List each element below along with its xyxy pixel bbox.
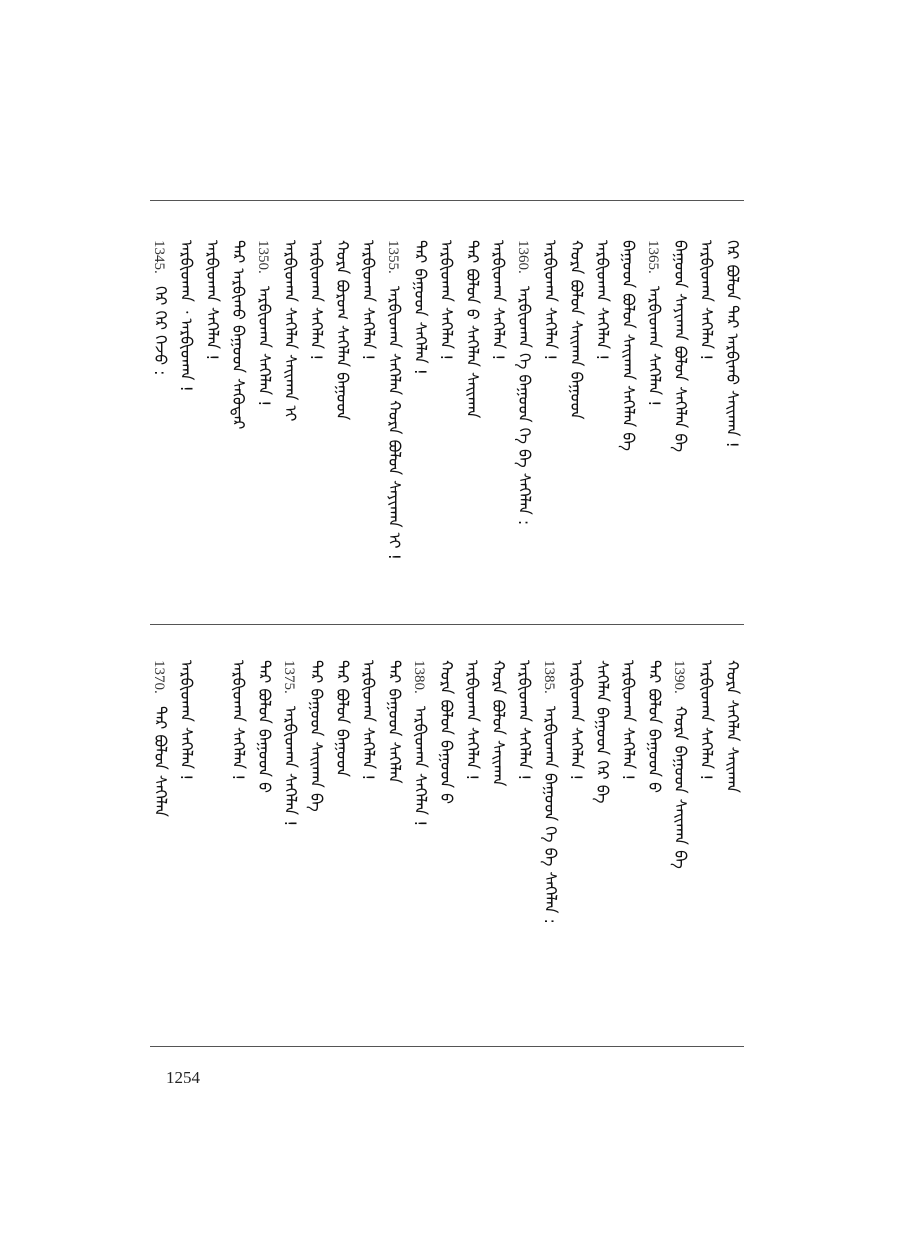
verse-column	[512, 660, 536, 1040]
verse-number: 1380.	[411, 660, 427, 694]
verse-line: ᠬᠤᠷᠠ ᠪᠣᠯᠤᠨ ᠪᠠᠭᠤᠳ ᠪ	[437, 660, 456, 805]
verse-line: ᠠᠷᠪᠢᠳᠬᠠ ᠰᠡᠬᠡᠯᠡᠨ ᠰᠠᠢᠬᠠᠨ ᠢ	[281, 240, 300, 422]
verse-column	[252, 660, 276, 1040]
top-rule	[150, 200, 744, 201]
verse-column	[720, 240, 744, 620]
verse-column	[330, 660, 354, 1040]
verse-line: ᠲᠡᠷ ᠪᠣᠯᠤᠨ ᠪᠠᠭᠤᠳ ᠪ	[255, 660, 274, 793]
verse-line: ᠲᠡᠷ ᠠᠷᠪᠢᠬᠤ ᠪᠠᠭᠤᠳ ᠰᠡᠭᠦᠳᠡᠷ	[229, 240, 248, 430]
verse-column	[252, 240, 276, 620]
verse-line: ᠠᠷᠪᠢᠳᠬᠠ ᠰᠡᠬᠡᠯᠡᠨ !	[437, 240, 456, 361]
verse-column	[356, 660, 380, 1040]
verse-number: 1355.	[385, 240, 401, 274]
verse-number: 1370.	[151, 660, 167, 694]
verse-column	[382, 240, 406, 620]
verse-column	[434, 240, 458, 620]
verse-column	[434, 660, 458, 1040]
verse-line: ᠠᠷᠪᠢᠳᠬᠠ ᠪᠠᠭᠤᠳ ᠬᠡ ᠪᠠ ᠰᠡᠬᠡᠯᠡᠨ :	[541, 706, 560, 924]
verse-column	[226, 660, 250, 1040]
verse-line: ᠠᠷᠪᠢᠳᠬᠠ ᠰᠡᠬᠡᠯᠡᠨ !	[359, 240, 378, 361]
verse-line: ᠠᠷᠪᠢᠳᠬᠠ ᠰᠡᠬᠡᠯᠡᠨ !	[463, 660, 482, 781]
verse-line: ᠠᠷᠪᠢᠳᠬᠠ ᠰᠡᠬᠡᠯᠡᠨ !	[229, 660, 248, 781]
verse-line: ᠠᠷᠪᠢᠳᠬᠠ ᠰᠡᠬᠡᠯᠡᠨ !	[541, 240, 560, 361]
verse-number: 1390.	[671, 660, 687, 694]
verse-line: ᠠᠷᠪᠢᠳᠬᠠ ᠰᠡᠬᠡᠯᠡᠨ !	[255, 286, 274, 407]
verse-line: ᠠᠷᠪᠢᠳᠬᠠ ᠰᠡᠬᠡᠯᠡᠨ !	[697, 660, 716, 781]
verse-line: ᠲᠡᠷ ᠪᠣᠯᠤᠨ ᠪᠠᠭᠤᠳ ᠪ	[645, 660, 664, 793]
verse-column	[642, 660, 666, 1040]
verse-column	[668, 660, 692, 1040]
verse-number: 1345.	[151, 240, 167, 274]
verse-column	[616, 660, 640, 1040]
verse-line: ᠠᠷᠪᠢᠳᠬᠠ ᠰᠡᠬᠡᠯᠡᠨ !	[281, 706, 300, 827]
verse-line: ᠲᠡᠷ ᠪᠠᠭᠤᠳ ᠰᠡᠬᠡᠯᠡᠨ !	[411, 240, 430, 376]
verse-line: ᠲᠡᠷ ᠪᠣᠯᠤᠨ ᠪ ᠰᠡᠬᠡᠯᠡᠨ ᠰᠠᠢᠬᠠᠨ	[463, 240, 482, 419]
verse-column	[720, 660, 744, 1040]
verse-column	[200, 240, 224, 620]
verse-line: ᠲᠡᠷ ᠪᠠᠭᠤᠳ ᠰᠠᠢᠬᠠᠨ ᠪᠠ	[307, 660, 326, 812]
top-verse-block	[148, 240, 748, 620]
verse-line: ᠲᠡᠷ ᠪᠣᠯᠤᠨ ᠪᠠᠭᠤᠳ	[333, 660, 352, 777]
verse-line: ᠲᠡᠷ ᠪᠣᠯᠤᠨ ᠰᠡᠬᠡᠯᠡᠨ	[151, 706, 170, 817]
verse-line: ᠪᠠᠭᠤᠳ ᠰᠠᠶᠢᠬᠠᠨ ᠪᠣᠯᠤᠨ ᠰᠡᠬᠡᠯᠡᠨ ᠪᠠ	[671, 240, 690, 453]
verse-line: ᠠᠷᠪᠢᠳᠬᠠ ᠰᠡᠬᠡᠯᠡᠨ ᠬᠤᠷᠠ ᠪᠣᠯᠤᠨ ᠰᠠᠶᠢᠬᠠᠨ ᠢ !	[385, 286, 404, 561]
verse-column	[382, 660, 406, 1040]
verse-column	[512, 240, 536, 620]
verse-line: ᠬᠡᠷ ᠪᠣᠯᠤᠨ ᠲᠡᠷ ᠠᠷᠪᠢᠬᠤ ᠰᠠᠢᠬᠠᠨ !	[723, 240, 742, 448]
verse-line: ᠬᠤᠷᠠ ᠪᠤᠷᠤᠭ ᠰᠡᠬᠡᠯᠡᠨ ᠪᠠᠭᠤᠳ	[333, 240, 352, 421]
verse-line: ᠬᠤᠷᠠ ᠪᠣᠯᠤᠨ ᠰᠠᠢᠬᠠᠨ	[489, 660, 508, 787]
verse-column	[330, 240, 354, 620]
verse-column	[564, 240, 588, 620]
middle-rule	[150, 624, 744, 625]
verse-number: 1360.	[515, 240, 531, 274]
bottom-rule	[150, 1046, 744, 1047]
verse-column	[304, 660, 328, 1040]
verse-number: 1350.	[255, 240, 271, 274]
verse-column	[304, 240, 328, 620]
verse-column	[148, 240, 172, 620]
verse-line: ᠠᠷᠪᠢᠳᠬᠠ ᠰᠡᠬᠡᠯᠡᠨ !	[619, 660, 638, 781]
verse-line: ᠠᠷᠪᠢᠳᠬᠠ ᠰᠡᠬᠡᠯᠡᠨ !	[177, 660, 196, 781]
verse-line: ᠠᠷᠪᠢᠳᠬᠠ ᠰᠡᠬᠡᠯᠡᠨ !	[567, 660, 586, 781]
verse-line: ᠲᠡᠷ ᠪᠠᠭᠤᠳ ᠰᠡᠬᠡᠯᠡᠨ	[385, 660, 404, 784]
verse-column	[174, 240, 198, 620]
verse-line: ᠠᠷᠪᠢᠳᠬᠠ ᠰᠡᠬᠡᠯᠡᠨ !	[645, 286, 664, 407]
verse-column	[408, 240, 432, 620]
verse-line: ᠰᠡᠬᠡᠯᠡᠨ ᠪᠠᠭᠤᠳ ᠬᠡᠷ ᠪᠠ	[593, 660, 612, 804]
verse-column	[200, 660, 224, 1040]
verse-column	[148, 660, 172, 1040]
verse-column	[356, 240, 380, 620]
verse-line: ᠠᠷᠪᠢᠳᠬᠠ ᠰᠡᠬᠡᠯᠡᠨ !	[489, 240, 508, 361]
verse-column	[564, 660, 588, 1040]
verse-column	[226, 240, 250, 620]
verse-column	[642, 240, 666, 620]
verse-number: 1365.	[645, 240, 661, 274]
verse-column	[668, 240, 692, 620]
verse-line: ᠠᠷᠪᠢᠳᠬᠠ ᠰᠡᠬᠡᠯᠡᠨ !	[515, 660, 534, 781]
bottom-verse-block	[148, 660, 748, 1040]
verse-column	[590, 240, 614, 620]
verse-column	[460, 660, 484, 1040]
verse-line: ᠬᠡᠷ ᠬᠡᠷ ᠭᠡᠵᠦ :	[151, 286, 170, 376]
verse-column	[278, 660, 302, 1040]
verse-line: ᠬᠤᠷᠠ ᠪᠣᠯᠤᠨ ᠰᠠᠢᠬᠠᠨ ᠪᠠᠭᠤᠳ	[567, 240, 586, 420]
verse-line: ᠪᠠᠭᠤᠳ ᠪᠣᠯᠤᠨ ᠰᠠᠢᠬᠠᠨ ᠰᠡᠬᠡᠯᠡᠨ ᠪᠠ	[619, 240, 638, 451]
verse-column	[174, 660, 198, 1040]
verse-column	[486, 240, 510, 620]
verse-line: ᠠᠷᠪᠢᠳᠬᠠ ᠰᠡᠬᠡᠯᠡᠨ !	[203, 240, 222, 361]
verse-column	[538, 240, 562, 620]
verse-number: 1375.	[281, 660, 297, 694]
verse-line: ᠠᠷᠪᠢᠳᠬᠠ ᠂ ᠠᠷᠪᠢᠳᠬᠠ !	[177, 240, 196, 392]
verse-line: ᠠᠷᠪᠢᠳᠬᠠ ᠬᠡ ᠪᠠᠭᠤᠳ ᠬᠡ ᠪᠠ ᠰᠡᠬᠡᠯᠡᠨ :	[515, 286, 534, 526]
verse-column	[590, 660, 614, 1040]
verse-column	[460, 240, 484, 620]
verse-column	[694, 240, 718, 620]
verse-column	[694, 660, 718, 1040]
verse-column	[278, 240, 302, 620]
page-number: 1254	[166, 1068, 200, 1087]
verse-line: ᠠᠷᠪᠢᠳᠬᠠ ᠰᠡᠬᠡᠯᠡᠨ !	[359, 660, 378, 781]
verse-column	[408, 660, 432, 1040]
verse-line: ᠬᠤᠷᠠ ᠪᠠᠭᠤᠳ ᠰᠠᠢᠬᠠᠨ ᠪᠠ	[671, 706, 690, 869]
verse-line: ᠬᠤᠷᠠ ᠰᠡᠬᠡᠯᠡᠨ ᠰᠠᠢᠬᠠᠨ	[723, 660, 742, 793]
verse-column	[486, 660, 510, 1040]
verse-column	[538, 660, 562, 1040]
verse-column	[616, 240, 640, 620]
verse-line: ᠠᠷᠪᠢᠳᠬᠠ ᠰᠡᠬᠡᠯᠡᠨ !	[307, 240, 326, 361]
verse-line: ᠠᠷᠪᠢᠳᠬᠠ ᠰᠡᠬᠡᠯᠡᠨ !	[697, 240, 716, 361]
verse-line: ᠠᠷᠪᠢᠳᠬᠠ ᠰᠡᠬᠡᠯᠡᠨ !	[411, 706, 430, 827]
verse-line: ᠠᠷᠪᠢᠳᠬᠠ ᠰᠡᠬᠡᠯᠡᠨ !	[593, 240, 612, 361]
verse-number: 1385.	[541, 660, 557, 694]
